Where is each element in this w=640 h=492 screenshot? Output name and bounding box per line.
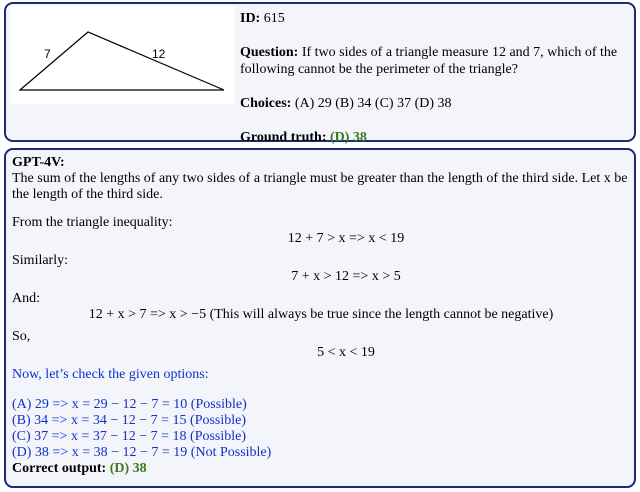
question-text: If two sides of a triangle measure 12 and 7, which of the following cannot be the perimeter of the triangle? bbox=[240, 45, 618, 77]
triangle-inequality-label: From the triangle inequality: bbox=[12, 215, 173, 230]
equation-2: 7 + x > 12 => x > 5 bbox=[291, 269, 401, 284]
option-c: (C) 37 => x = 37 − 12 − 7 = 18 (Possible) bbox=[12, 429, 247, 444]
response-panel bbox=[4, 148, 636, 488]
id-value: 615 bbox=[263, 11, 285, 26]
correct-output-line bbox=[12, 461, 630, 477]
option-d: (D) 38 => x = 38 − 12 − 7 = 19 (Not Possible) bbox=[12, 445, 272, 460]
check-options-text: Now, let’s check the given options: bbox=[12, 367, 209, 382]
id-label: ID: bbox=[240, 11, 261, 26]
choices-line bbox=[240, 95, 630, 112]
triangle-figure bbox=[10, 6, 234, 104]
side-label-12: 12 bbox=[152, 47, 166, 61]
ground-truth-value: (D) 38 bbox=[329, 130, 367, 145]
response-text-block bbox=[12, 155, 630, 477]
choices-label: Choices: bbox=[240, 96, 292, 111]
similarly-label: Similarly: bbox=[12, 253, 68, 268]
question-panel bbox=[4, 2, 636, 145]
question-line bbox=[240, 44, 630, 78]
correct-output-value: (D) 38 bbox=[109, 461, 147, 476]
choices-text: (A) 29 (B) 34 (C) 37 (D) 38 bbox=[294, 96, 452, 111]
ground-truth-label: Ground truth: bbox=[240, 130, 327, 145]
so-label: So, bbox=[12, 329, 31, 344]
side-label-7: 7 bbox=[44, 47, 51, 61]
option-b: (B) 34 => x = 34 − 12 − 7 = 15 (Possible) bbox=[12, 413, 247, 428]
correct-output-label: Correct output: bbox=[12, 461, 107, 476]
model-label: GPT-4V: bbox=[12, 155, 65, 170]
equation-3: 12 + x > 7 => x > −5 (This will always be true since the length cannot be negative) bbox=[88, 307, 554, 322]
question-label: Question: bbox=[240, 45, 299, 60]
ground-truth-line bbox=[240, 129, 630, 146]
and-label: And: bbox=[12, 291, 40, 306]
response-intro: The sum of the lengths of any two sides of a triangle must be greater than the length of the third side. Let x be the length of the third side. bbox=[12, 171, 628, 202]
equation-4: 5 < x < 19 bbox=[317, 345, 375, 360]
id-line bbox=[240, 10, 630, 27]
triangle-diagram bbox=[10, 6, 234, 104]
equation-1: 12 + 7 > x => x < 19 bbox=[287, 231, 405, 246]
option-a: (A) 29 => x = 29 − 12 − 7 = 10 (Possible) bbox=[12, 397, 247, 412]
question-text-block bbox=[240, 10, 630, 146]
triangle-shape bbox=[20, 32, 224, 90]
